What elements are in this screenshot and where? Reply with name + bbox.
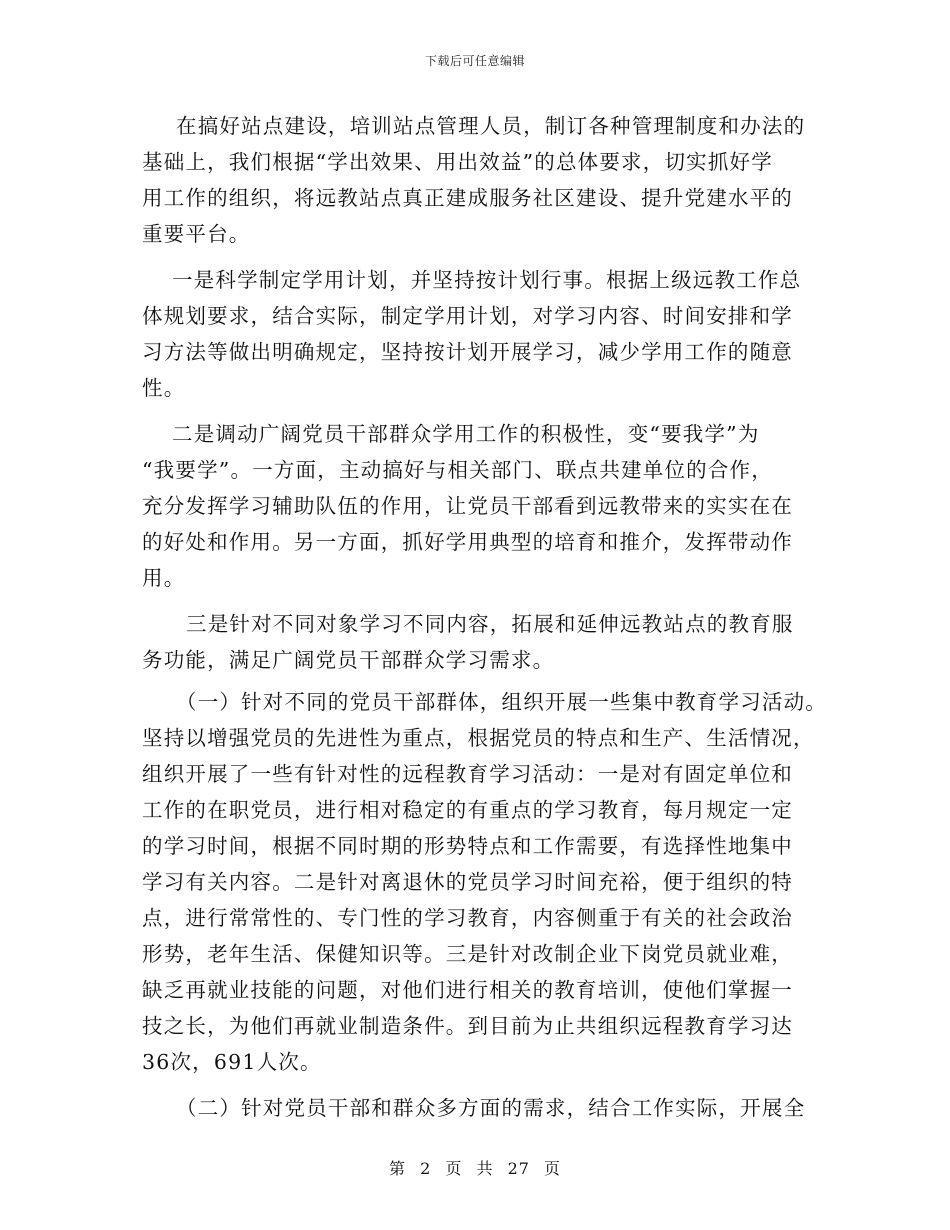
footer-word: 页 [544,1159,562,1178]
paragraph-4 [142,606,822,678]
text-line: 基础上，我们根据“学出效果、用出效益”的总体要求，切实抓好学 [142,150,773,174]
header-note: 下载后可任意编辑 [424,54,525,68]
text-line: 组织开展了一些有针对性的远程教育学习活动：一是对有固定单位和 [142,762,793,786]
footer-word: 页 [445,1159,463,1178]
text-line: “我要学”。一方面，主动搞好与相关部门、联点共建单位的合作， [142,458,773,482]
text-line: 用。 [142,566,186,590]
paragraph-2 [142,262,822,406]
page-number: 2 [420,1159,432,1178]
text-line: 36次，691人次。 [142,1050,322,1074]
text-line: 务功能，满足广阔党员干部群众学习需求。 [142,648,555,672]
paragraph-3 [142,416,822,596]
text-line: 体规划要求，结合实际，制定学用计划，对学习内容、时间安排和学 [142,304,793,328]
text-line: （一）针对不同的党员干部群体，组织开展一些集中教育学习活动。 [176,690,827,714]
document-body [142,108,827,1126]
text-line: 的好处和作用。另一方面，抓好学用典型的培育和推介，发挥带动作 [142,530,793,554]
text-line: 习方法等做出明确规定，坚持按计划开展学习，减少学用工作的随意 [142,340,793,364]
text-line: 重要平台。 [142,222,251,246]
text-line: 技之长，为他们再就业制造条件。到目前为止共组织远程教育学习达 [142,1014,793,1038]
text-line: 坚持以增强党员的先进性为重点，根据党员的特点和生产、生活情况， [142,726,815,750]
text-line: 用工作的组织，将远教站点真正建成服务社区建设、提升党建水平的 [142,186,793,210]
text-line: 三是针对不同对象学习不同内容，拓展和延伸远教站点的教育服 [186,612,794,636]
text-line: 的学习时间，根据不同时期的形势特点和工作需要，有选择性地集中 [142,834,793,858]
text-line: 缺乏再就业技能的问题，对他们进行相关的教育培训，使他们掌握一 [142,978,793,1002]
text-line: 一是科学制定学用计划，并坚持按计划行事。根据上级远教工作总 [172,268,802,292]
footer-word: 共 [476,1159,494,1178]
paragraph-5 [142,684,827,1080]
paragraph-1 [142,108,822,252]
text-line: 工作的在职党员，进行相对稳定的有重点的学习教育，每月规定一定 [142,798,793,822]
total-pages: 27 [507,1159,530,1178]
text-line: 点，进行常常性的、专门性的学习教育，内容侧重于有关的社会政治 [142,906,793,930]
text-line: 学习有关内容。二是针对离退休的党员学习时间充裕，便于组织的特 [142,870,793,894]
page-footer [0,1156,950,1179]
text-line: 形势，老年生活、保健知识等。三是针对改制企业下岗党员就业难， [142,942,793,966]
footer-word: 第 [388,1159,406,1178]
text-line: 在搞好站点建设，培训站点管理人员，制订各种管理制度和办法的 [176,114,806,138]
text-line: 二是调动广阔党员干部群众学用工作的积极性，变“要我学”为 [172,422,760,446]
text-line: 性。 [142,376,186,400]
text-line: 充分发挥学习辅助队伍的作用，让党员干部看到远教带来的实实在在 [142,494,793,518]
paragraph-6 [142,1090,822,1126]
text-line: （二）针对党员干部和群众多方面的需求，结合工作实际，开展全 [176,1096,806,1120]
